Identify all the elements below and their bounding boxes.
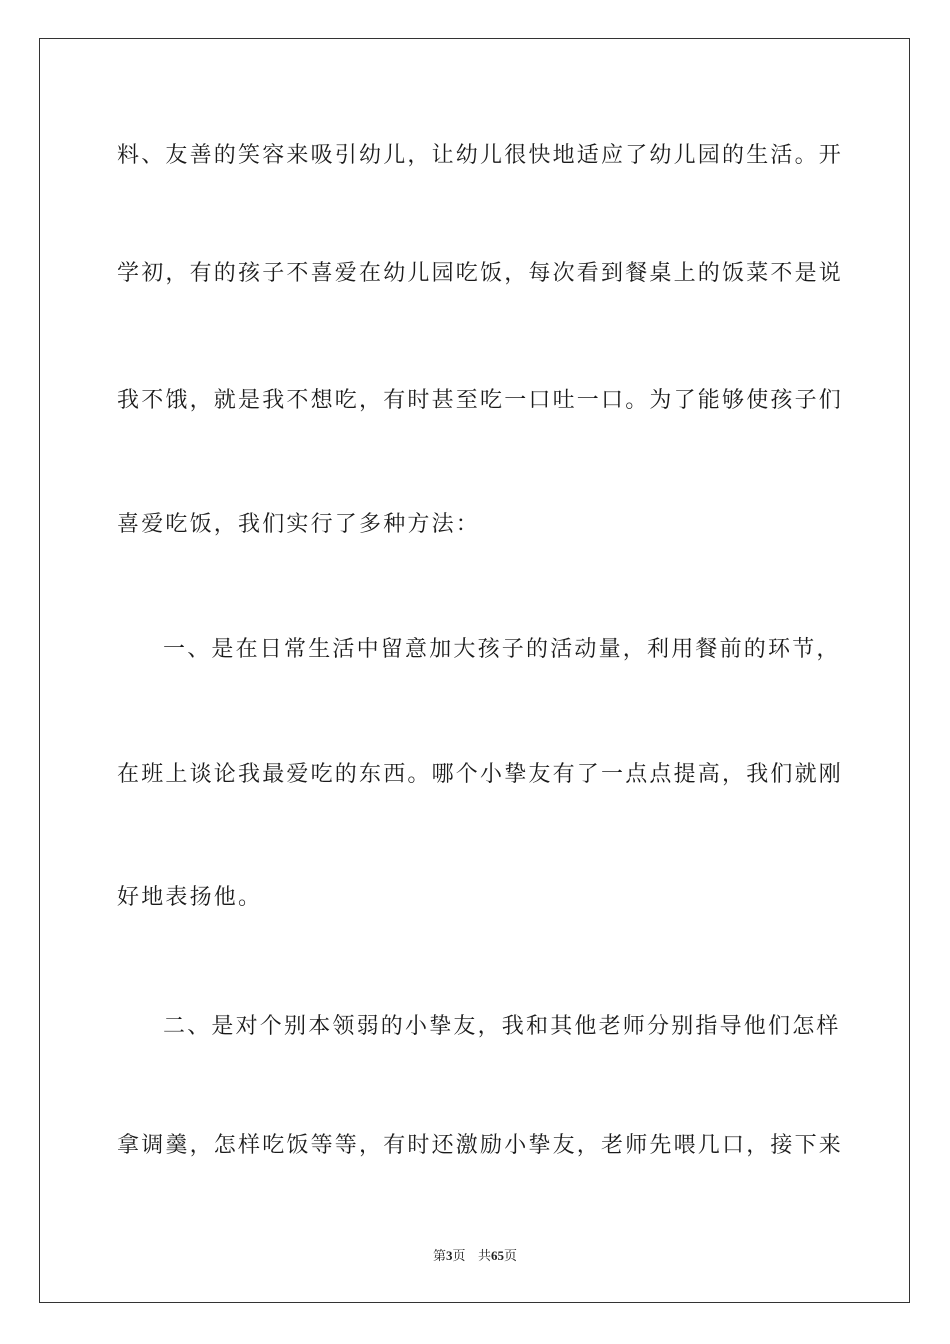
body-text-line-6: 在班上谈论我最爱吃的东西。哪个小挚友有了一点点提高，我们就刚 (117, 762, 844, 787)
footer-total-prefix: 共 (477, 1249, 491, 1264)
footer-total-pages: 65 (490, 1248, 504, 1263)
body-text-line-3: 我不饿，就是我不想吃，有时甚至吃一口吐一口。为了能够使孩子们 (117, 388, 844, 413)
footer-current-page: 3 (446, 1248, 453, 1263)
footer-page-suffix: 页 (452, 1249, 466, 1264)
body-text-line-2: 学初，有的孩子不喜爱在幼儿园吃饭，每次看到餐桌上的饭菜不是说 (117, 261, 844, 286)
footer-total-suffix: 页 (503, 1249, 517, 1264)
page-frame (39, 38, 910, 1303)
body-text-line-4: 喜爱吃饭，我们实行了多种方法： (117, 512, 481, 537)
body-text-line-7: 好地表扬他。 (117, 885, 263, 910)
footer-page-prefix: 第 (433, 1249, 447, 1264)
paragraph-1-first-line: 一、是在日常生活中留意加大孩子的活动量，利用餐前的环节， (163, 637, 841, 662)
body-text-line-9: 拿调羹，怎样吃饭等等，有时还激励小挚友，老师先喂几口，接下来 (117, 1133, 844, 1158)
page-footer (0, 1247, 950, 1266)
paragraph-2-first-line: 二、是对个别本领弱的小挚友，我和其他老师分别指导他们怎样 (163, 1014, 841, 1039)
body-text-line-1: 料、友善的笑容来吸引幼儿，让幼儿很快地适应了幼儿园的生活。开 (117, 143, 844, 168)
